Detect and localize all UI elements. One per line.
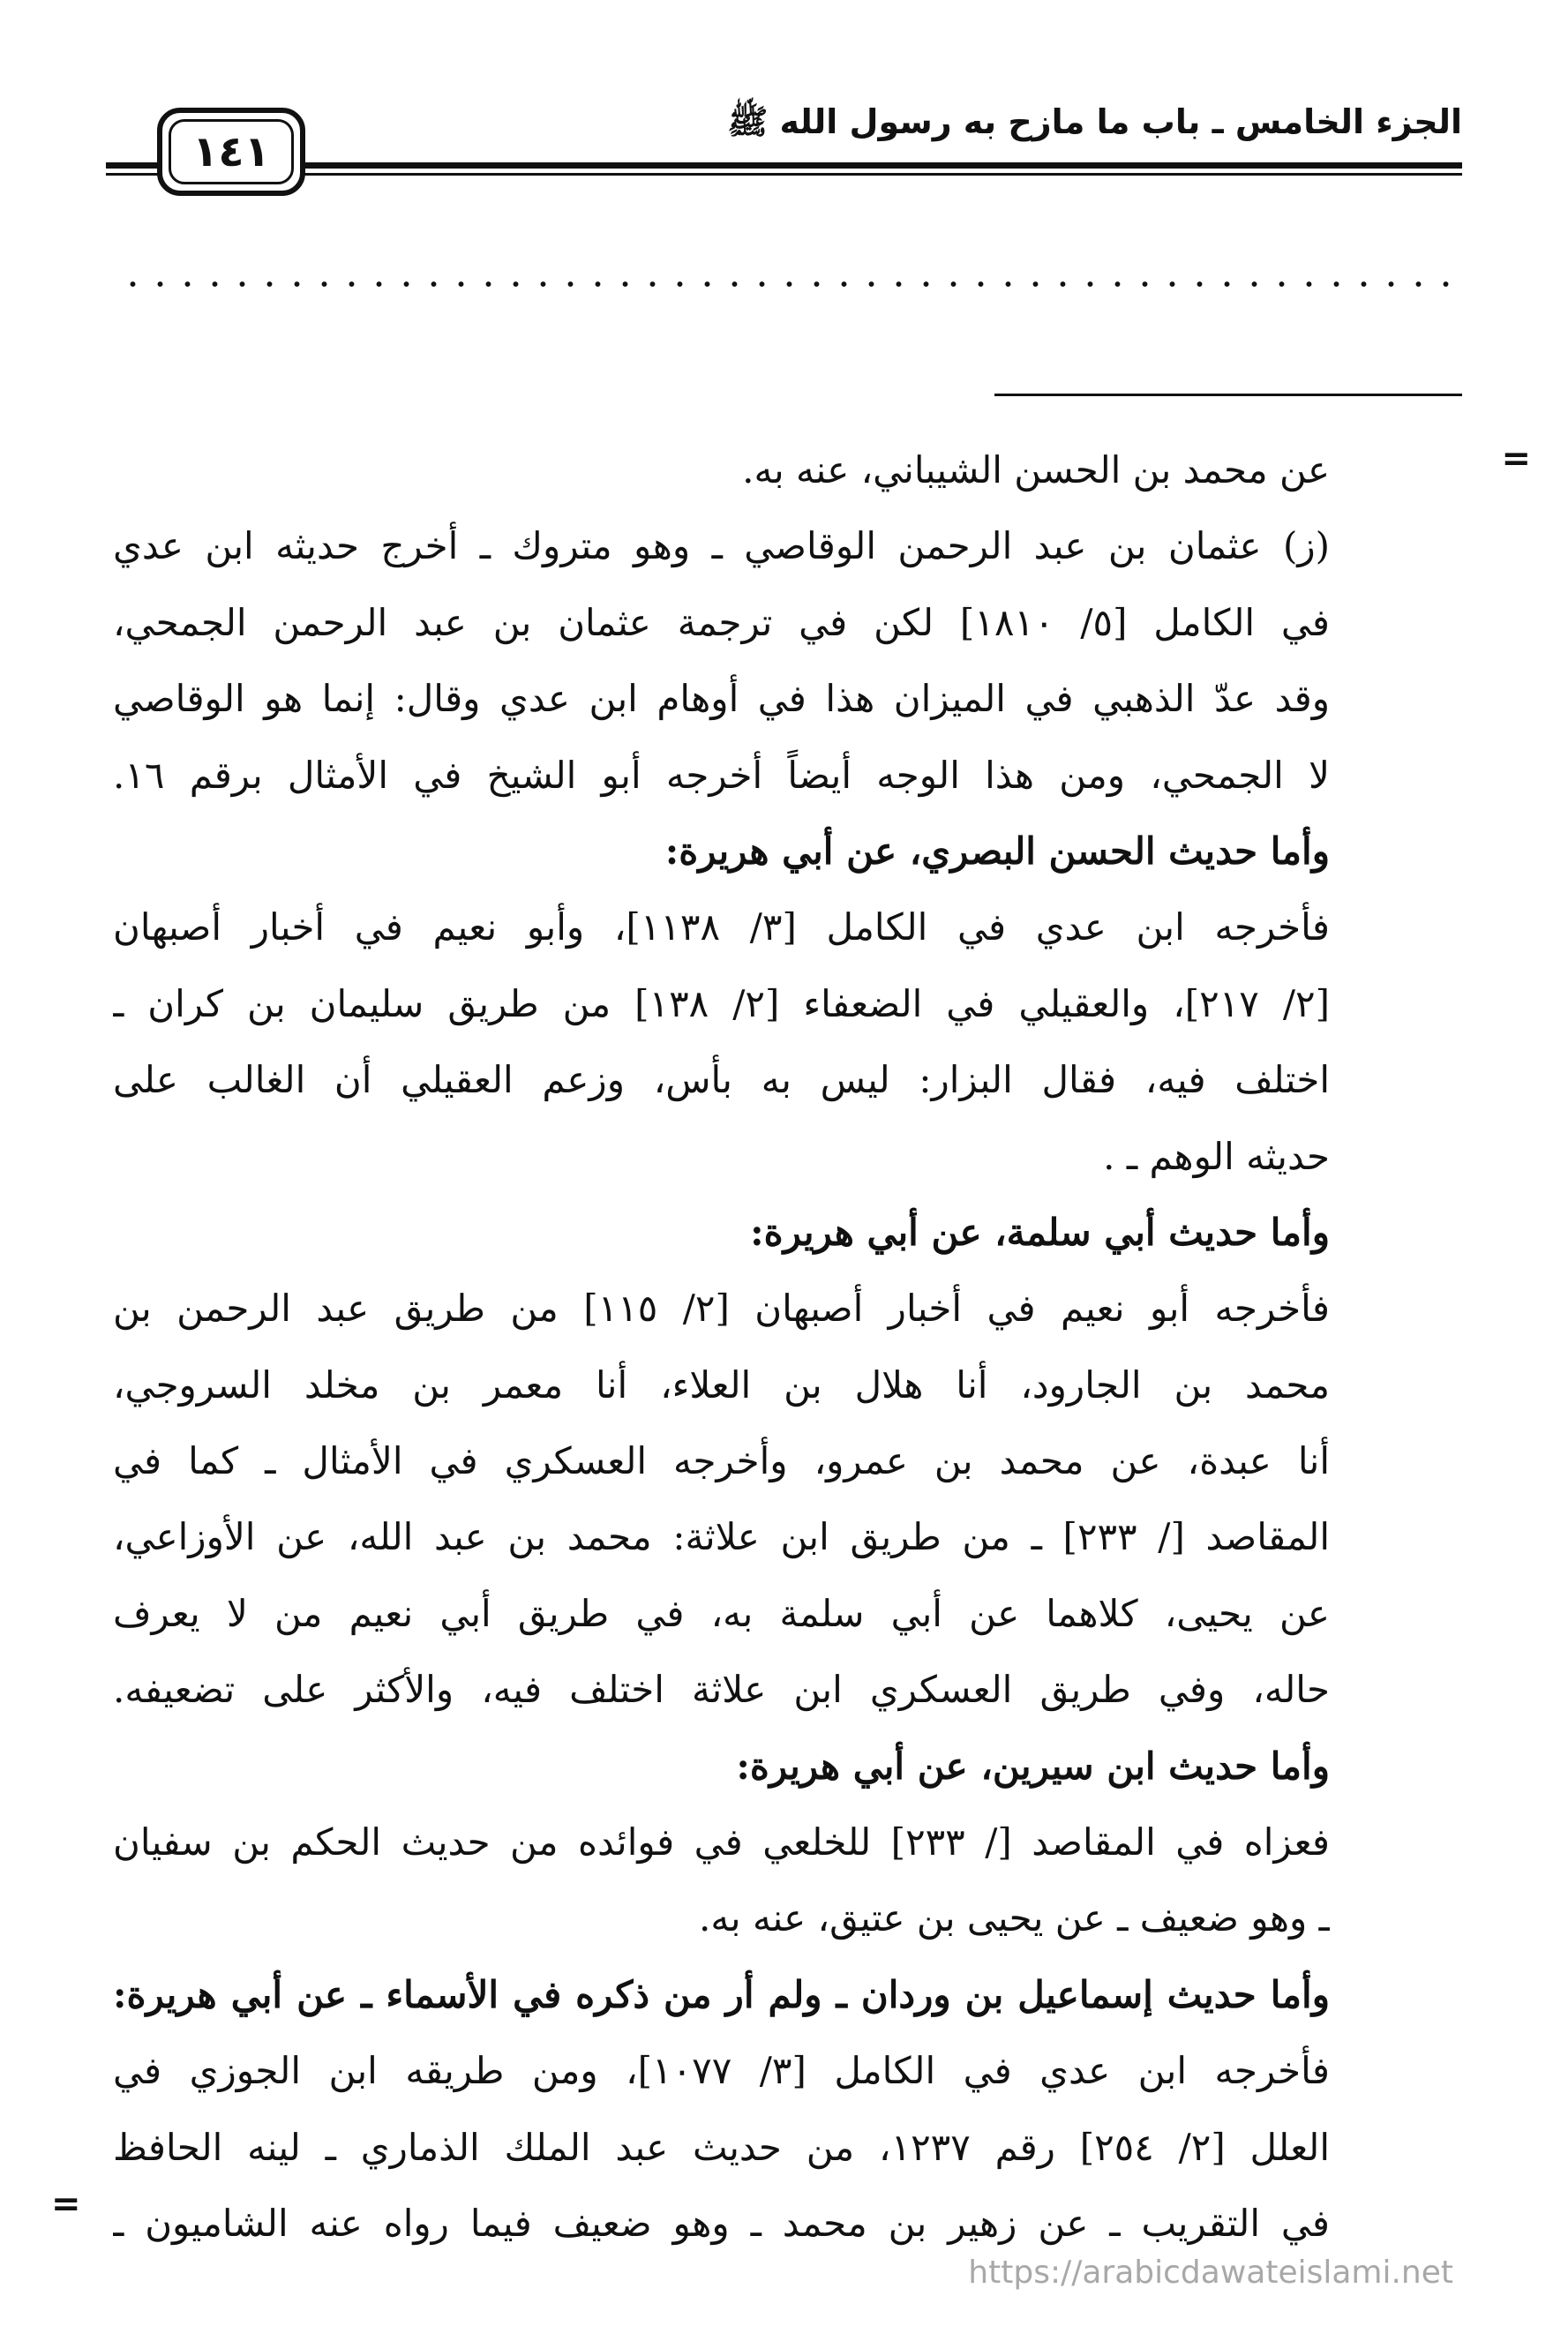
header-rule-thick — [106, 162, 1462, 169]
text-line: حديثه الوهم ـ . — [1103, 1134, 1330, 1178]
text-line: محمد بن الجارود، أنا هلال بن العلاء، أنا معمر بن مخلد السروجي، — [113, 1362, 1330, 1407]
source-watermark: https://arabicdawateislami.net — [968, 2255, 1453, 2291]
section-heading-line: وأما حديث ابن سيرين، عن أبي هريرة: — [736, 1744, 1330, 1788]
text-line: أنا عبدة، عن محمد بن عمرو، وأخرجه العسكري في الأمثال ـ كما في — [113, 1439, 1330, 1483]
page-number-frame — [157, 108, 305, 196]
text-line: اختلف فيه، فقال البزار: ليس به بأس، وزعم العقيلي أن الغالب على — [113, 1058, 1330, 1102]
text-line: حاله، وفي طريق العسكري ابن علاثة اختلف فيه، والأكثر على تضعيفه. — [113, 1668, 1330, 1712]
text-line: المقاصد [/ ٢٣٣] ـ من طريق ابن علاثة: محمد بن عبد الله، عن الأوزاعي، — [113, 1515, 1330, 1559]
section-heading-line: وأما حديث الحسن البصري، عن أبي هريرة: — [664, 829, 1330, 873]
footnote-rule — [994, 394, 1462, 396]
text-line: (ز) عثمان بن عبد الرحمن الوقاصي ـ وهو متروك ـ أخرج حديثه ابن عدي — [113, 524, 1330, 568]
text-line: وقد عدّ الذهبي في الميزان هذا في أوهام ابن عدي وقال: إنما هو الوقاصي — [113, 677, 1330, 721]
footnote-text-block — [113, 432, 1330, 2262]
header-rule-thin — [106, 173, 1462, 176]
text-line: في التقريب ـ عن زهير بن محمد ـ وهو ضعيف فيما رواه عنه الشاميون ـ — [113, 2201, 1330, 2245]
page-number: ١٤١ — [192, 127, 270, 176]
text-line: في الكامل [٥/ ١٨١٠] لكن في ترجمة عثمان بن عبد الرحمن الجمحي، — [113, 600, 1330, 644]
section-heading-line: وأما حديث أبي سلمة، عن أبي هريرة: — [750, 1210, 1330, 1254]
text-line: عن يحيى، كلاهما عن أبي سلمة به، في طريق أبي نعيم من لا يعرف — [113, 1591, 1330, 1635]
text-line: ـ وهو ضعيف ـ عن يحيى بن عتيق، عنه به. — [699, 1896, 1330, 1940]
continuation-mark-bottom: = — [51, 2184, 81, 2225]
text-line: لا الجمحي، ومن هذا الوجه أيضاً أخرجه أبو الشيخ في الأمثال برقم ١٦. — [113, 753, 1330, 797]
running-header: الجزء الخامس ـ باب ما مازح به رسول الله ﷺ — [727, 102, 1462, 141]
text-line: فأخرجه أبو نعيم في أخبار أصبهان [٢/ ١١٥] من طريق عبد الرحمن بن — [113, 1287, 1330, 1331]
text-line: فأخرجه ابن عدي في الكامل [٣/ ١٠٧٧]، ومن طريقه ابن الجوزي في — [113, 2049, 1330, 2093]
text-line: [٢/ ٢١٧]، والعقيلي في الضعفاء [٢/ ١٣٨] من طريق سليمان بن كران ـ — [113, 981, 1330, 1025]
continuation-mark-top: = — [1501, 439, 1531, 479]
text-line: عن محمد بن الحسن الشيباني، عنه به. — [742, 448, 1330, 491]
dotted-separator — [119, 281, 1462, 288]
text-line: فأخرجه ابن عدي في الكامل [٣/ ١١٣٨]، وأبو نعيم في أخبار أصبهان — [113, 905, 1330, 949]
text-line: العلل [٢/ ٢٥٤] رقم ١٢٣٧، من حديث عبد الملك الذماري ـ لينه الحافظ — [113, 2125, 1330, 2169]
section-heading-line: وأما حديث إسماعيل بن وردان ـ ولم أر من ذكره في الأسماء ـ عن أبي هريرة: — [113, 1972, 1330, 2016]
text-line: فعزاه في المقاصد [/ ٢٣٣] للخلعي في فوائده من حديث الحكم بن سفيان — [113, 1820, 1330, 1865]
